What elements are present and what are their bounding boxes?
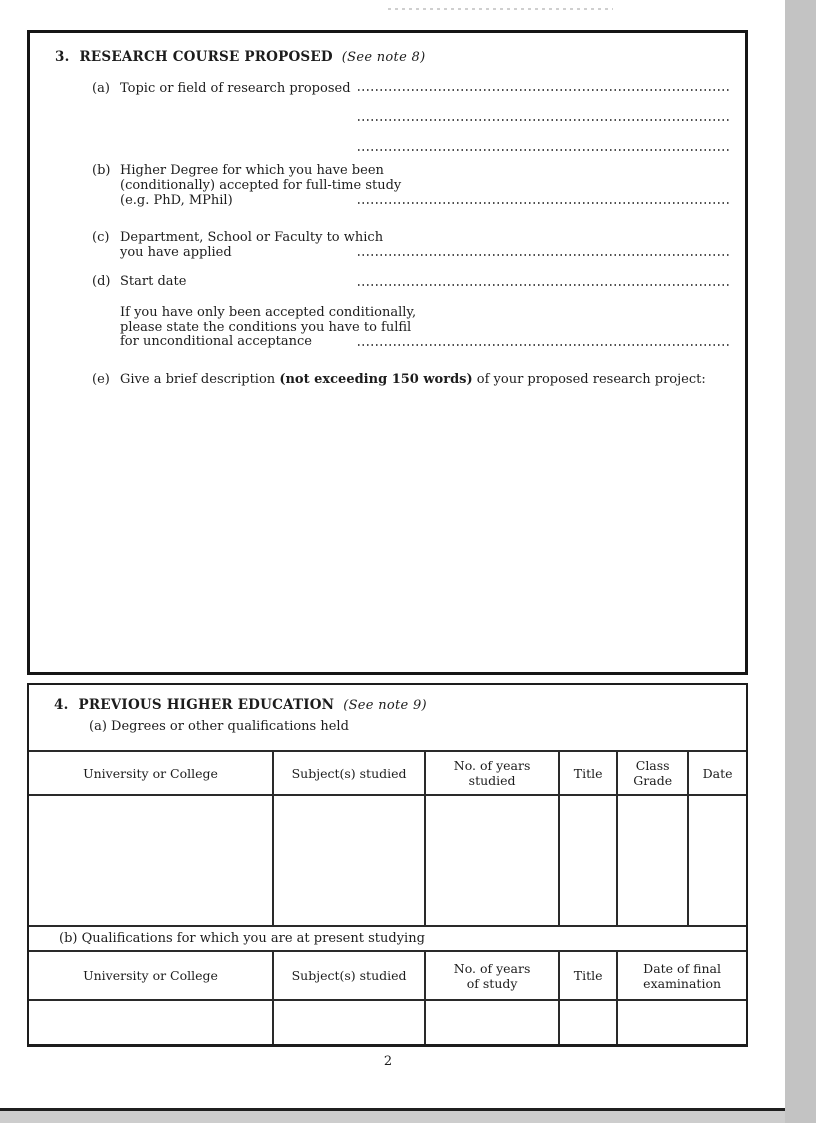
- answer-line-d: [358, 284, 730, 286]
- column-header-class-grade: Class Grade: [616, 752, 687, 794]
- answer-line-conditional: [358, 344, 730, 346]
- column-header-title: Title: [558, 952, 616, 999]
- item-e-text: [120, 372, 706, 387]
- section-4-title: PREVIOUS HIGHER EDUCATION: [78, 697, 335, 713]
- table-a-cell-university: [29, 796, 272, 925]
- column-header-university: University or College: [83, 968, 218, 983]
- item-c-line-2: you have applied: [120, 245, 232, 260]
- section-4-box: [27, 683, 748, 1047]
- section-4a-label: (a) Degrees or other qualifications held: [89, 719, 349, 734]
- section-3-heading: [55, 49, 425, 65]
- scan-artifact-line: [388, 8, 613, 10]
- section-4-number: 4.: [54, 697, 69, 713]
- column-header-university: University or College: [83, 765, 218, 781]
- column-header-date: Date: [687, 752, 746, 794]
- column-header-subjects: Subject(s) studied: [272, 952, 424, 999]
- scan-strip-bottom: [0, 1111, 816, 1123]
- table-a-cell-years: [424, 796, 558, 925]
- item-e-text-after: of your proposed research project:: [472, 372, 706, 387]
- column-header-years-of-study: No. of years of study: [424, 952, 558, 999]
- section-3-title: RESEARCH COURSE PROPOSED: [79, 49, 333, 65]
- table-a-cell-class-grade: [616, 796, 687, 925]
- qualifications-tables: [29, 750, 746, 1044]
- item-d-text: Start date: [120, 274, 187, 289]
- answer-line-c: [358, 254, 730, 256]
- item-b-line-3: (e.g. PhD, MPhil): [120, 193, 233, 208]
- column-header-years-studied: No. of years studied: [424, 752, 558, 794]
- conditional-line-3: for unconditional acceptance: [120, 334, 312, 349]
- item-d-label: (d): [92, 274, 111, 289]
- answer-line-a3: [358, 149, 730, 151]
- table-b-cell-university: [29, 1001, 272, 1044]
- section-4b-row: [29, 925, 746, 950]
- table-b-cell-subjects: [272, 1001, 424, 1044]
- table-b-cell-exam-date: [616, 1001, 746, 1044]
- item-b-line-2: (conditionally) accepted for full-time study: [120, 178, 402, 193]
- section-4-heading: [54, 697, 427, 713]
- section-3-note: (See note 8): [341, 50, 426, 65]
- item-c-label: (c): [92, 230, 110, 245]
- section-3-number: 3.: [55, 49, 70, 65]
- table-a-cell-subjects: [272, 796, 424, 925]
- item-b-line-1: Higher Degree for which you have been: [120, 163, 384, 178]
- column-header-final-exam-date: Date of final examination: [616, 952, 746, 999]
- item-a-text: Topic or field of research proposed: [120, 81, 351, 96]
- answer-line-a2: [358, 119, 730, 121]
- answer-line-a1: [358, 89, 730, 91]
- table-a-cell-title: [558, 796, 616, 925]
- conditional-line-1: If you have only been accepted conditionally,: [120, 305, 417, 320]
- item-b-label: (b): [92, 163, 111, 178]
- section-4b-label: (b) Qualifications for which you are at present studying: [59, 931, 425, 946]
- table-a-body-row: [29, 794, 746, 925]
- column-header-subjects: Subject(s) studied: [272, 752, 424, 794]
- table-b-header-row: [29, 950, 746, 999]
- answer-line-b: [358, 202, 730, 204]
- table-b-cell-title: [558, 1001, 616, 1044]
- scan-strip-right: [785, 0, 816, 1123]
- table-b-body-row: [29, 999, 746, 1044]
- conditional-line-2: please state the conditions you have to fulfil: [120, 320, 412, 335]
- table-a-header-row: [29, 750, 746, 794]
- item-a-label: (a): [92, 81, 110, 96]
- item-c-line-1: Department, School or Faculty to which: [120, 230, 384, 245]
- section-4-note: (See note 9): [343, 698, 427, 713]
- item-e-text-bold: (not exceeding 150 words): [279, 372, 473, 387]
- column-header-title: Title: [558, 752, 616, 794]
- section-3-box: [27, 30, 748, 675]
- item-e-label: (e): [92, 372, 110, 387]
- page-number: 2: [383, 1054, 393, 1069]
- item-e-text-before: Give a brief description: [120, 372, 280, 387]
- table-b-cell-years: [424, 1001, 558, 1044]
- table-a-cell-date: [687, 796, 746, 925]
